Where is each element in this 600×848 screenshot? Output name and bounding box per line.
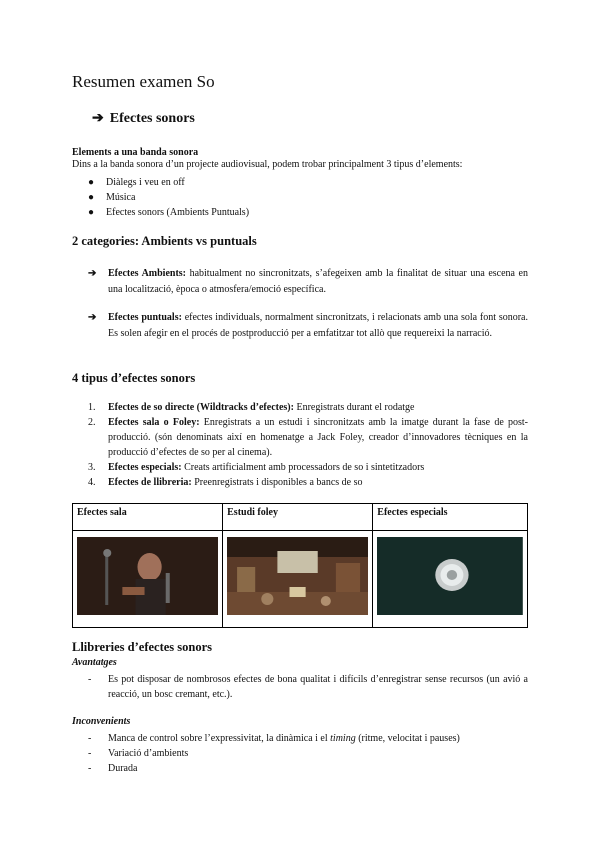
category-item-puntuals: ➔ Efectes puntuals: efectes individuals, normalment sincronitzats, i relacionats amb una sola font sonora. Es solen afegir en el procés de postproducció per a emfatitzar tot allò que requereixi la narració. xyxy=(88,310,528,342)
category-item-ambients: ➔ Efectes Ambients: habitualment no sincronitzats, s’afegeixen amb la finalitat de situar una escena en una localització, època o atmosfera/emoció específica. xyxy=(88,266,528,298)
list-item: - Durada xyxy=(88,763,138,774)
heading-libraries: Llibreries d’efectes sonors xyxy=(72,640,213,654)
foley-studio-image xyxy=(227,537,368,615)
table-row xyxy=(73,531,528,628)
advantages-list xyxy=(88,672,528,702)
types-list xyxy=(88,400,528,490)
foley-studio-photo xyxy=(227,537,368,615)
advantages-label: Avantatges xyxy=(72,657,117,668)
bullet-icon: ● xyxy=(88,192,95,203)
table-header-cell: Efectes sala xyxy=(73,504,223,531)
section-heading-efectes-sonors xyxy=(92,110,195,127)
list-item: 4. Efectes de llibreria: Preenregistrats i disponibles a bancs de so xyxy=(88,477,363,488)
table-cell xyxy=(373,531,528,628)
arrow-icon: ➔ xyxy=(88,268,97,279)
table-header-row xyxy=(73,504,528,531)
list-item: - Es pot disposar de nombrosos efectes de bona qualitat i difícils d’enregistrar sense recursos (un avió a reacció, un bosc cremant, etc.). xyxy=(88,674,528,700)
list-item: - Manca de control sobre l’expressivitat, la dinàmica i el timing (ritme, velocitat i pauses) xyxy=(88,733,460,744)
bullet-icon: ● xyxy=(88,177,95,188)
list-item: ● Diàlegs i veu en off xyxy=(88,177,185,188)
list-item: ● Efectes sonors (Ambients Puntuals) xyxy=(88,207,250,218)
table-cell xyxy=(73,531,223,628)
list-item: - Variació d’ambients xyxy=(88,748,189,759)
section-heading-label: Efectes sonors xyxy=(109,110,195,126)
subheading-elements: Elements a una banda sonora xyxy=(72,147,199,158)
media-table xyxy=(72,503,528,628)
list-item: 1. Efectes de so directe (Wildtracks d’efectes): Enregistrats durant el rodatge xyxy=(88,402,415,413)
special-effects-image xyxy=(377,537,523,615)
special-effects-photo xyxy=(377,537,523,615)
foley-artist-image xyxy=(77,537,218,615)
arrow-icon: ➔ xyxy=(88,312,97,323)
list-item: 2. Efectes sala o Foley: Enregistrats a un estudi i sincronitzats amb la imatge durant la fase de post-producció. (són denominats així en homenatge a Jack Foley, creador d’innovadores tècniques en la producció d’efectes de so per al cinema). xyxy=(88,417,528,458)
page-title: Resumen examen So xyxy=(72,72,215,91)
list-item: 3. Efectes especials: Creats artificialment amb processadors de so i sintetitzadors xyxy=(88,462,425,473)
arrow-icon: ➔ xyxy=(92,111,104,126)
elements-list xyxy=(88,175,249,220)
list-item: ● Música xyxy=(88,192,136,203)
table-cell xyxy=(223,531,373,628)
table-header-cell: Efectes especials xyxy=(373,504,528,531)
foley-artist-photo xyxy=(77,537,218,615)
bullet-icon: ● xyxy=(88,207,95,218)
table-header-cell: Estudi foley xyxy=(223,504,373,531)
heading-types: 4 tipus d’efectes sonors xyxy=(72,371,196,385)
heading-categories: 2 categories: Ambients vs puntuals xyxy=(72,234,257,248)
intro-paragraph: Dins a la banda sonora d’un projecte audiovisual, podem trobar principalment 3 tipus d’elements: xyxy=(72,159,463,170)
drawbacks-label: Inconvenients xyxy=(72,716,131,727)
drawbacks-list xyxy=(88,731,528,776)
